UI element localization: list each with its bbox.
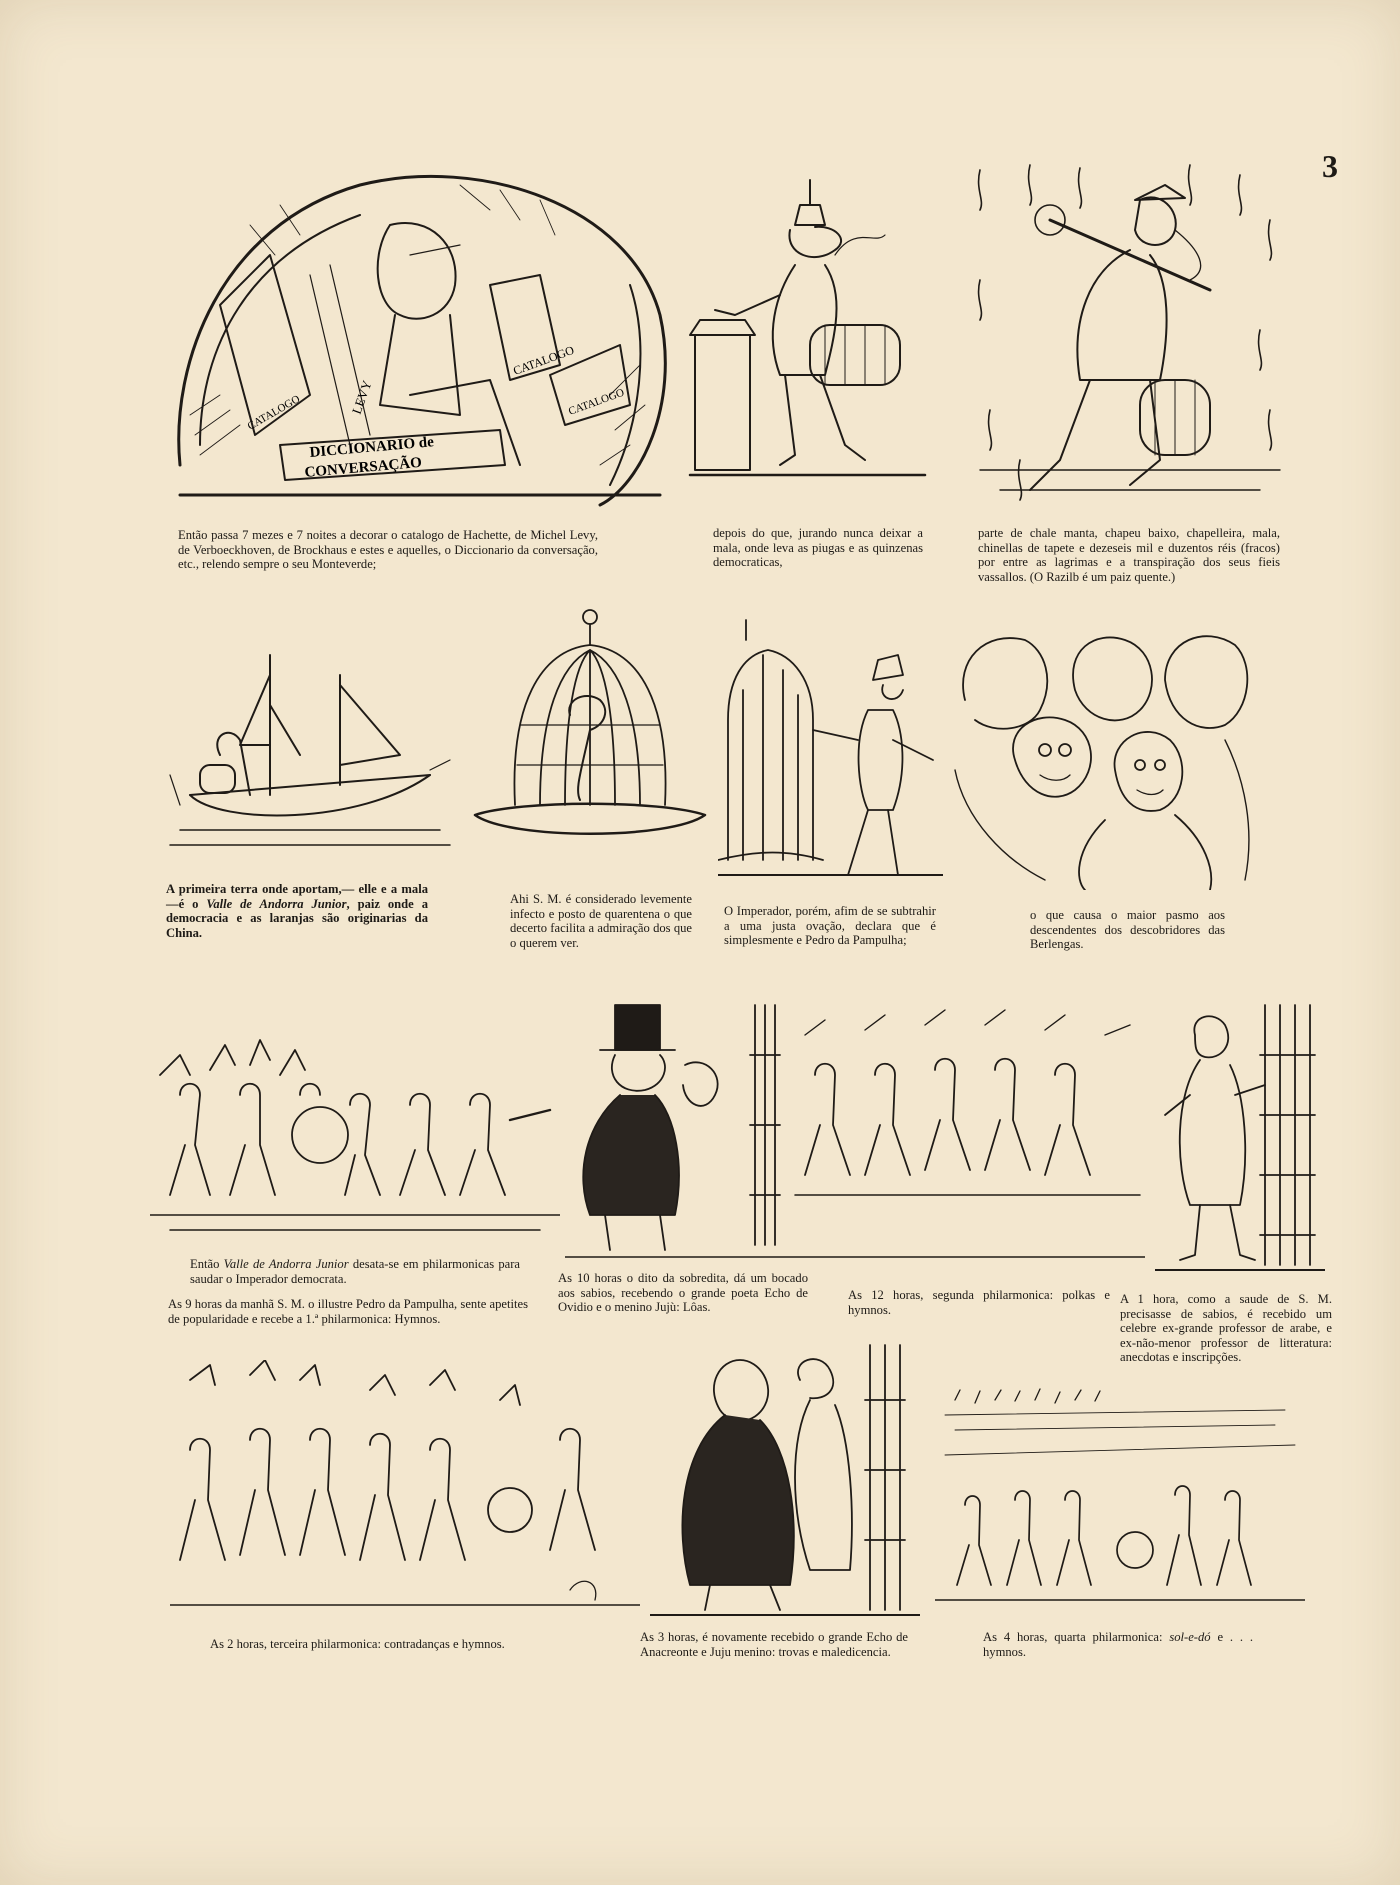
caption-panel-15 [983, 1630, 1253, 1659]
caption-text: Então [190, 1257, 224, 1271]
caption-text: desata-se em philarmonicas para saudar o Imperador democrata. [190, 1257, 520, 1286]
caption-emphasis: Valle de Andorra Junior [206, 896, 347, 911]
caption-panel-8 [190, 1257, 520, 1286]
caption-text: A primeira terra onde aportam,— elle e a mala—é o [166, 882, 428, 911]
book-label: CONVERSAÇÃO [303, 454, 423, 481]
caption-emphasis: sol-e-dó [1169, 1630, 1211, 1644]
illustration-third-band [170, 1360, 640, 1615]
illustration-professor-visit [1155, 995, 1325, 1280]
illustration-scholar-visit-and-band [565, 995, 1145, 1265]
caption-panel-14: As 3 horas, é novamente recebido o grande Echo de Anacreonte e Juju menino: trovas e maledicencia. [640, 1630, 908, 1659]
caption-text: As 4 horas, quarta philarmonica: [983, 1630, 1170, 1644]
caption-panel-13: As 2 horas, terceira philarmonica: contradanças e hymnos. [210, 1637, 505, 1651]
caption-panel-2: depois do que, jurando nunca deixar a mala, onde leva as piugas e as quinzenas democraticas, [713, 526, 923, 570]
illustration-fourth-band [935, 1385, 1305, 1620]
page-number: 3 [1322, 148, 1338, 184]
caption-panel-4 [166, 882, 428, 940]
book-label: DICCIONARIO de [308, 434, 435, 461]
book-label: CATALOGO [566, 386, 626, 418]
illustration-first-band [150, 1035, 560, 1240]
caption-emphasis: Valle de Andorra Junior [223, 1257, 349, 1271]
illustration-birdcage-quarantine [470, 605, 710, 865]
caption-panel-10: As 10 horas o dito da sobredita, dá um bocado aos sabios, recebendo o grande poeta Echo de Ovidio e o menino Jujù: Lôas. [558, 1271, 808, 1315]
caption-text: e . . . hymnos. [983, 1630, 1253, 1659]
caption-panel-3: parte de chale manta, chapeu baixo, chapelleira, mala, chinellas de tapete e dezeseis mil e duzentos réis (fracos) por entre as lagrimas e a transpiração dos seus fieis vassallos. (O Razilb é um paiz quente.) [978, 526, 1280, 584]
caption-panel-6: O Imperador, porém, afim de se subtrahir a uma justa ovação, declara que é simplesmente e Pedro da Pampulha; [724, 904, 936, 948]
caption-panel-7: o que causa o maior pasmo aos descendentes dos descobridores das Berlengas. [1030, 908, 1225, 952]
caption-panel-1: Então passa 7 mezes e 7 noites a decorar o catalogo de Hachette, de Michel Levy, de Verboeckhoven, de Brockhaus e estes e aquelles, o Diccionario da conversação, etc., relendo sempre o seu Monteverde; [178, 528, 598, 572]
caption-text: , paiz onde a democracia e as laranjas são originarias da China. [166, 896, 428, 940]
illustration-emperor-cage [718, 610, 943, 885]
caption-panel-11: As 12 horas, segunda philarmonica: polkas e hymnos. [848, 1288, 1110, 1317]
caption-panel-5: Ahi S. M. é considerado levemente infecto e posto de quarentena o que decerto facilita a admiração dos que o querem ver. [510, 892, 692, 950]
book-label: CATALOGO [511, 342, 576, 378]
illustration-swearing-oath [685, 165, 945, 495]
book-label: CATALOGO [245, 393, 303, 433]
book-label: LEVY [348, 378, 375, 417]
illustration-departure-rain [960, 160, 1300, 520]
illustration-astonished-crowd [945, 620, 1265, 890]
illustration-poet-visit [650, 1340, 920, 1625]
illustration-study-catalogues [160, 165, 680, 510]
caption-panel-9: As 9 horas da manhã S. M. o illustre Pedro da Pampulha, sente apetites de popularidade e recebe a 1.ª philarmonica: Hymnos. [168, 1297, 528, 1326]
caption-panel-12: A 1 hora, como a saude de S. M. precisasse de sabios, é recebido um celebre ex-grande professor de arabe, e ex-não-menor professor de litteratura: anecdotas e inscripções. [1120, 1292, 1332, 1365]
illustration-ship-arrival [160, 645, 460, 865]
